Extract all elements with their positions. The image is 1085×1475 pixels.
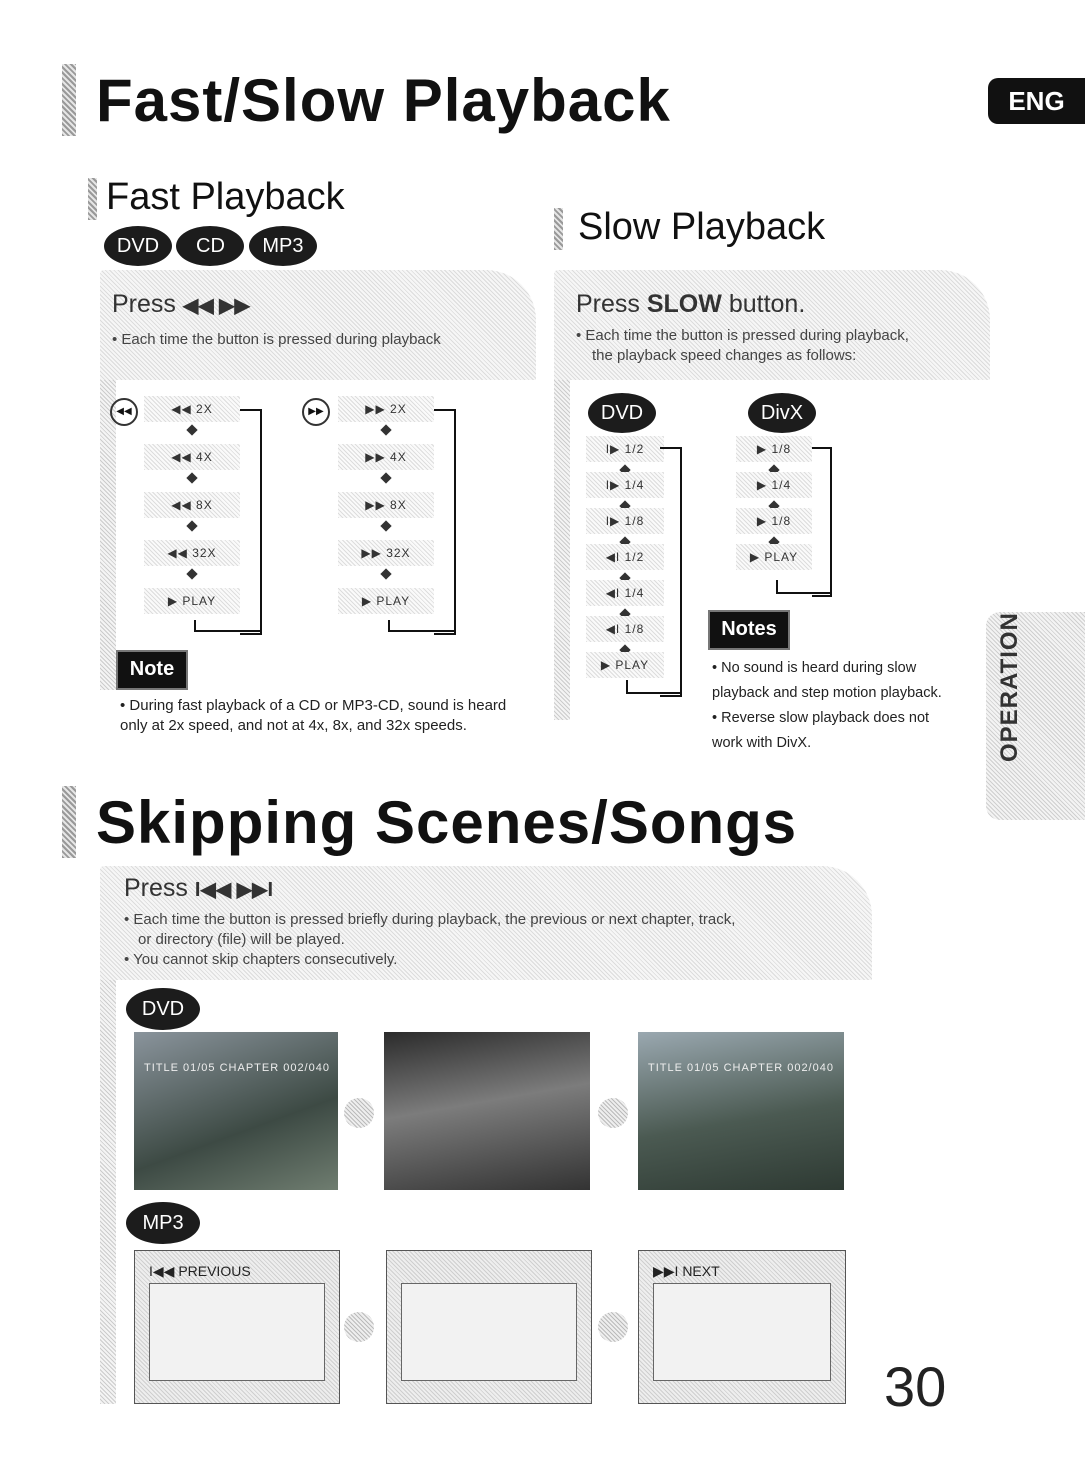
slow-note-2: • Reverse slow playback does not work with DivX. [712,710,930,751]
slow-button-name: SLOW [646,290,722,318]
divx-slow-loop [812,447,832,597]
speed-step: ▶ 1/8 [736,508,812,534]
dvd-screen-current [384,1032,590,1190]
speed-step: ◀◀ 8X [144,492,240,518]
fast-press-text [112,290,250,319]
speed-step: ◀I 1/4 [586,580,664,606]
slow-press-text [576,290,805,319]
slow-bullet-2: the playback speed changes as follows: [592,347,857,364]
step-arrow-icon [380,472,391,483]
speed-step: I▶ 1/2 [586,436,664,462]
skip-buttons-icon: I◀◀ ▶▶I [194,879,274,901]
divx-slow-loop-base [776,592,830,594]
fast-buttons-icon: ◀◀ ▶▶ [182,295,250,317]
dvd-badge: DVD [588,393,656,433]
skip-bullet-1: • Each time the button is pressed briefly during playback, the previous or next chapter, track, [124,911,736,928]
speed-step: I▶ 1/8 [586,508,664,534]
mp3-badge: MP3 [126,1202,200,1244]
slow-bullet-1: • Each time the button is pressed during playback, [576,327,909,344]
skip-bullet-1b: or directory (file) will be played. [138,931,345,948]
navigation-arrow-icon [344,1312,374,1342]
slow-note-1: • No sound is heard during slow playback and step motion playback. [712,660,942,701]
page-title: Fast/Slow Playback [96,67,671,134]
fast-instruction-band [100,270,536,380]
navigation-arrow-icon [598,1312,628,1342]
step-arrow-icon [186,520,197,531]
fast-note-text: • During fast playback of a CD or MP3-CD, sound is heard only at 2x speed, and not at 4x, 8x, and 32x speeds. [120,697,507,734]
slow-vertical-band [554,380,570,720]
step-arrow-icon [380,568,391,579]
section-bar [88,178,97,220]
press-label: Press [112,290,176,318]
navigation-arrow-icon [598,1098,628,1128]
speed-step: ▶ 1/4 [736,472,812,498]
section-bar [554,208,563,250]
speed-step: ▶ 1/8 [736,436,812,462]
operation-tab-label: OPERATION [996,612,1023,762]
rewind-loop-line [240,409,262,635]
forward-loop-base [388,630,454,632]
speed-step: ▶▶ 2X [338,396,434,422]
speed-step: ◀◀ 2X [144,396,240,422]
press-label: Press [124,874,188,902]
dvd-screen-previous [134,1032,338,1190]
notes-label: Notes [708,610,790,650]
speed-step: ▶ PLAY [144,588,240,614]
speed-step: ▶ PLAY [586,652,664,678]
rewind-loop-base [194,630,260,632]
title-bar-decoration [62,786,76,858]
speed-step: ▶▶ 8X [338,492,434,518]
fast-playback-title: Fast Playback [106,176,345,218]
screen-title-overlay: TITLE 01/05 CHAPTER 002/040 [144,1062,330,1074]
mp3-screen-previous [134,1250,340,1404]
step-arrow-icon [380,520,391,531]
rewind-button-icon: ◀◀ [110,398,138,426]
button-suffix: button. [728,290,806,318]
dvd-badge: DVD [104,226,172,266]
divx-badge: DivX [748,393,816,433]
speed-step: ◀I 1/2 [586,544,664,570]
page-number: 30 [884,1355,947,1418]
speed-step: ◀◀ 4X [144,444,240,470]
step-arrow-icon [186,472,197,483]
press-label: Press [576,290,640,318]
navigation-arrow-icon [344,1098,374,1128]
mp3-file-list [149,1283,325,1381]
speed-step: ▶ PLAY [338,588,434,614]
fast-disc-badges [104,226,317,266]
fast-forward-button-icon: ▶▶ [302,398,330,426]
step-arrow-icon [380,424,391,435]
operation-side-tab [986,612,1085,820]
dvd-screen-next [638,1032,844,1190]
speed-step: ◀I 1/8 [586,616,664,642]
forward-loop-line [434,409,456,635]
speed-step: ▶▶ 32X [338,540,434,566]
skip-title: Skipping Scenes/Songs [96,789,798,856]
skip-bullet-2: • You cannot skip chapters consecutively. [124,951,398,968]
lang-badge: ENG [988,78,1085,124]
dvd-slow-loop-base [626,692,680,694]
dvd-slow-loop [660,447,682,697]
step-arrow-icon [186,424,197,435]
speed-step: ◀◀ 32X [144,540,240,566]
fast-vertical-band [100,380,116,690]
skip-press-text [124,874,273,903]
note-label: Note [116,650,188,690]
skip-vertical-band [100,980,116,1404]
mp3-file-list [653,1283,831,1381]
title-bar-decoration [62,64,76,136]
mp3-screen-next [638,1250,846,1404]
mp3-file-list [401,1283,577,1381]
next-label: ▶▶I NEXT [653,1263,720,1279]
dvd-badge: DVD [126,988,200,1030]
screen-title-overlay: TITLE 01/05 CHAPTER 002/040 [648,1062,834,1074]
speed-step: ▶ PLAY [736,544,812,570]
mp3-badge: MP3 [249,226,317,266]
speed-step: I▶ 1/4 [586,472,664,498]
cd-badge: CD [176,226,244,266]
speed-step: ▶▶ 4X [338,444,434,470]
mp3-screen-current [386,1250,592,1404]
slow-playback-title: Slow Playback [578,206,826,248]
previous-label: I◀◀ PREVIOUS [149,1263,251,1279]
step-arrow-icon [186,568,197,579]
fast-bullet: • Each time the button is pressed during playback [112,331,441,348]
